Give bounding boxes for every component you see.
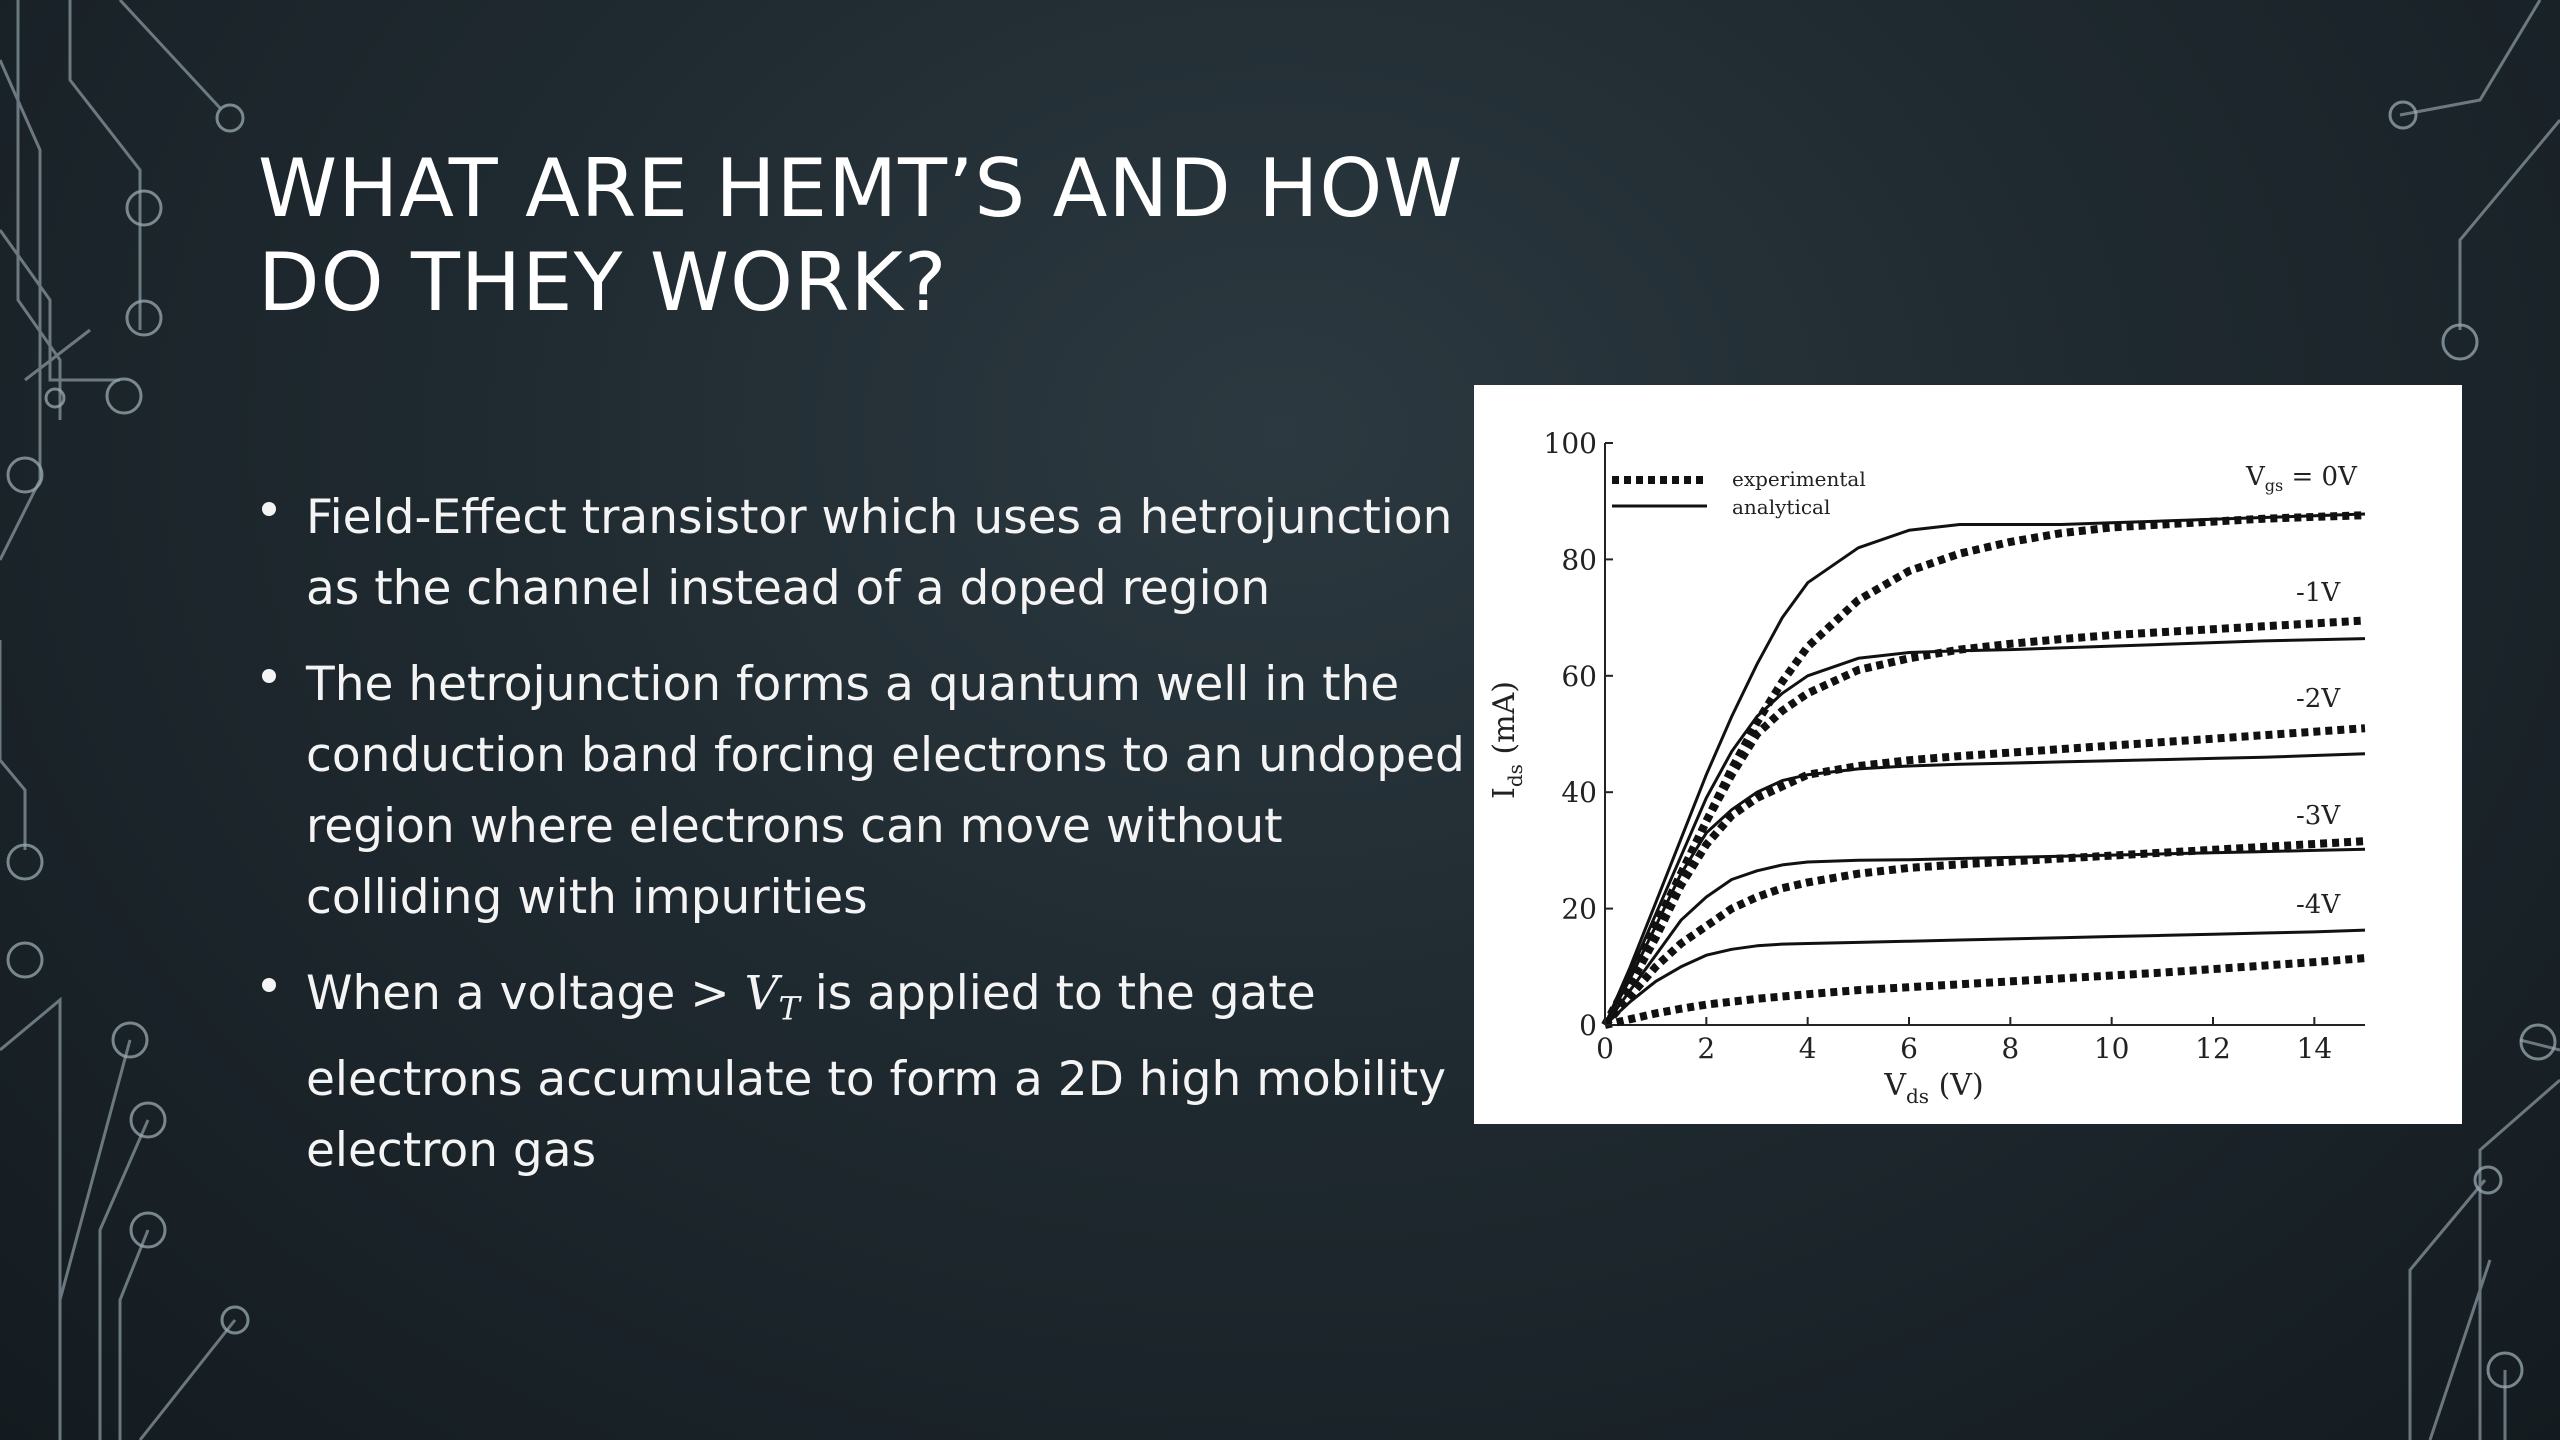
annotation-minus-3v: -3V — [2296, 801, 2341, 831]
x-tick-label: 10 — [2093, 1032, 2130, 1065]
y-tick-label: 100 — [1543, 427, 1597, 460]
x-tick-label: 0 — [1596, 1032, 1614, 1065]
bullet-item — [258, 958, 1468, 1186]
math-v: V — [744, 966, 779, 1021]
bullet-text: is applied to the gate — [799, 966, 1316, 1021]
bullet-item — [258, 649, 1468, 933]
y-tick-label: 20 — [1561, 892, 1597, 926]
x-tick-label: 14 — [2296, 1032, 2333, 1065]
legend — [1612, 467, 1866, 519]
analytical-curve-6 — [1605, 849, 2365, 1025]
math-subscript: T — [778, 989, 800, 1028]
chart-svg — [1474, 385, 2462, 1124]
slide-title-line-2: DO THEY WORK? — [258, 236, 948, 329]
x-axis-label: $V_{ds}$ (V) — [1884, 1068, 1984, 1108]
bullet-line: The hetrojunction forms a quantum well in the — [306, 657, 1400, 712]
bullet-line: conduction band forcing electrons to an undoped — [306, 728, 1465, 783]
bullet-line: electrons accumulate to form a 2D high mobility — [306, 1052, 1447, 1108]
y-tick-label: 60 — [1561, 659, 1597, 693]
y-tick-label: 40 — [1561, 776, 1597, 810]
analytical-curve-8 — [1605, 930, 2365, 1025]
bullet-line: Field-Effect transistor which uses a hetrojunction — [306, 490, 1453, 545]
x-tick-label: 12 — [2195, 1032, 2231, 1065]
iv-characteristics-chart — [1474, 385, 2462, 1124]
slide-title — [258, 142, 1558, 330]
x-tick-label: 8 — [2001, 1032, 2020, 1065]
bullet-line: as the channel instead of a doped region — [306, 561, 1271, 616]
x-tick-label: 6 — [1900, 1032, 1918, 1065]
bullet-text: When a voltage > — [306, 966, 745, 1021]
legend-analytical-label: analytical — [1732, 495, 1831, 519]
threshold-voltage-symbol — [744, 966, 800, 1028]
y-tick-label: 80 — [1561, 543, 1597, 577]
slide-title-line-1: WHAT ARE HEMT’S AND HOW — [258, 142, 1464, 235]
annotation-vgs-0v: $V_{gs} = 0V$ — [2246, 462, 2357, 495]
experimental-curve-1 — [1605, 515, 2365, 1025]
y-tick-label: 0 — [1579, 1009, 1597, 1042]
curves — [1605, 514, 2365, 1025]
plot-area — [1605, 443, 2365, 1025]
analytical-curve-0 — [1605, 514, 2365, 1025]
x-tick-label: 4 — [1798, 1032, 1817, 1065]
y-axis-label: $I_{ds}$ (mA) — [1487, 681, 1527, 799]
bullet-line — [306, 958, 1468, 1044]
bullet-item — [258, 482, 1468, 624]
bullet-list — [258, 482, 1468, 1211]
bullet-line: colliding with impurities — [306, 870, 868, 925]
experimental-curve-9 — [1605, 958, 2365, 1025]
annotation-minus-1v: -1V — [2296, 578, 2341, 608]
annotation-minus-2v: -2V — [2296, 684, 2341, 714]
bullet-line: electron gas — [306, 1123, 597, 1179]
bullet-line: region where electrons can move without — [306, 799, 1283, 854]
annotation-minus-4v: -4V — [2296, 890, 2341, 920]
legend-experimental-label: experimental — [1732, 467, 1866, 491]
x-tick-label: 2 — [1697, 1032, 1716, 1065]
